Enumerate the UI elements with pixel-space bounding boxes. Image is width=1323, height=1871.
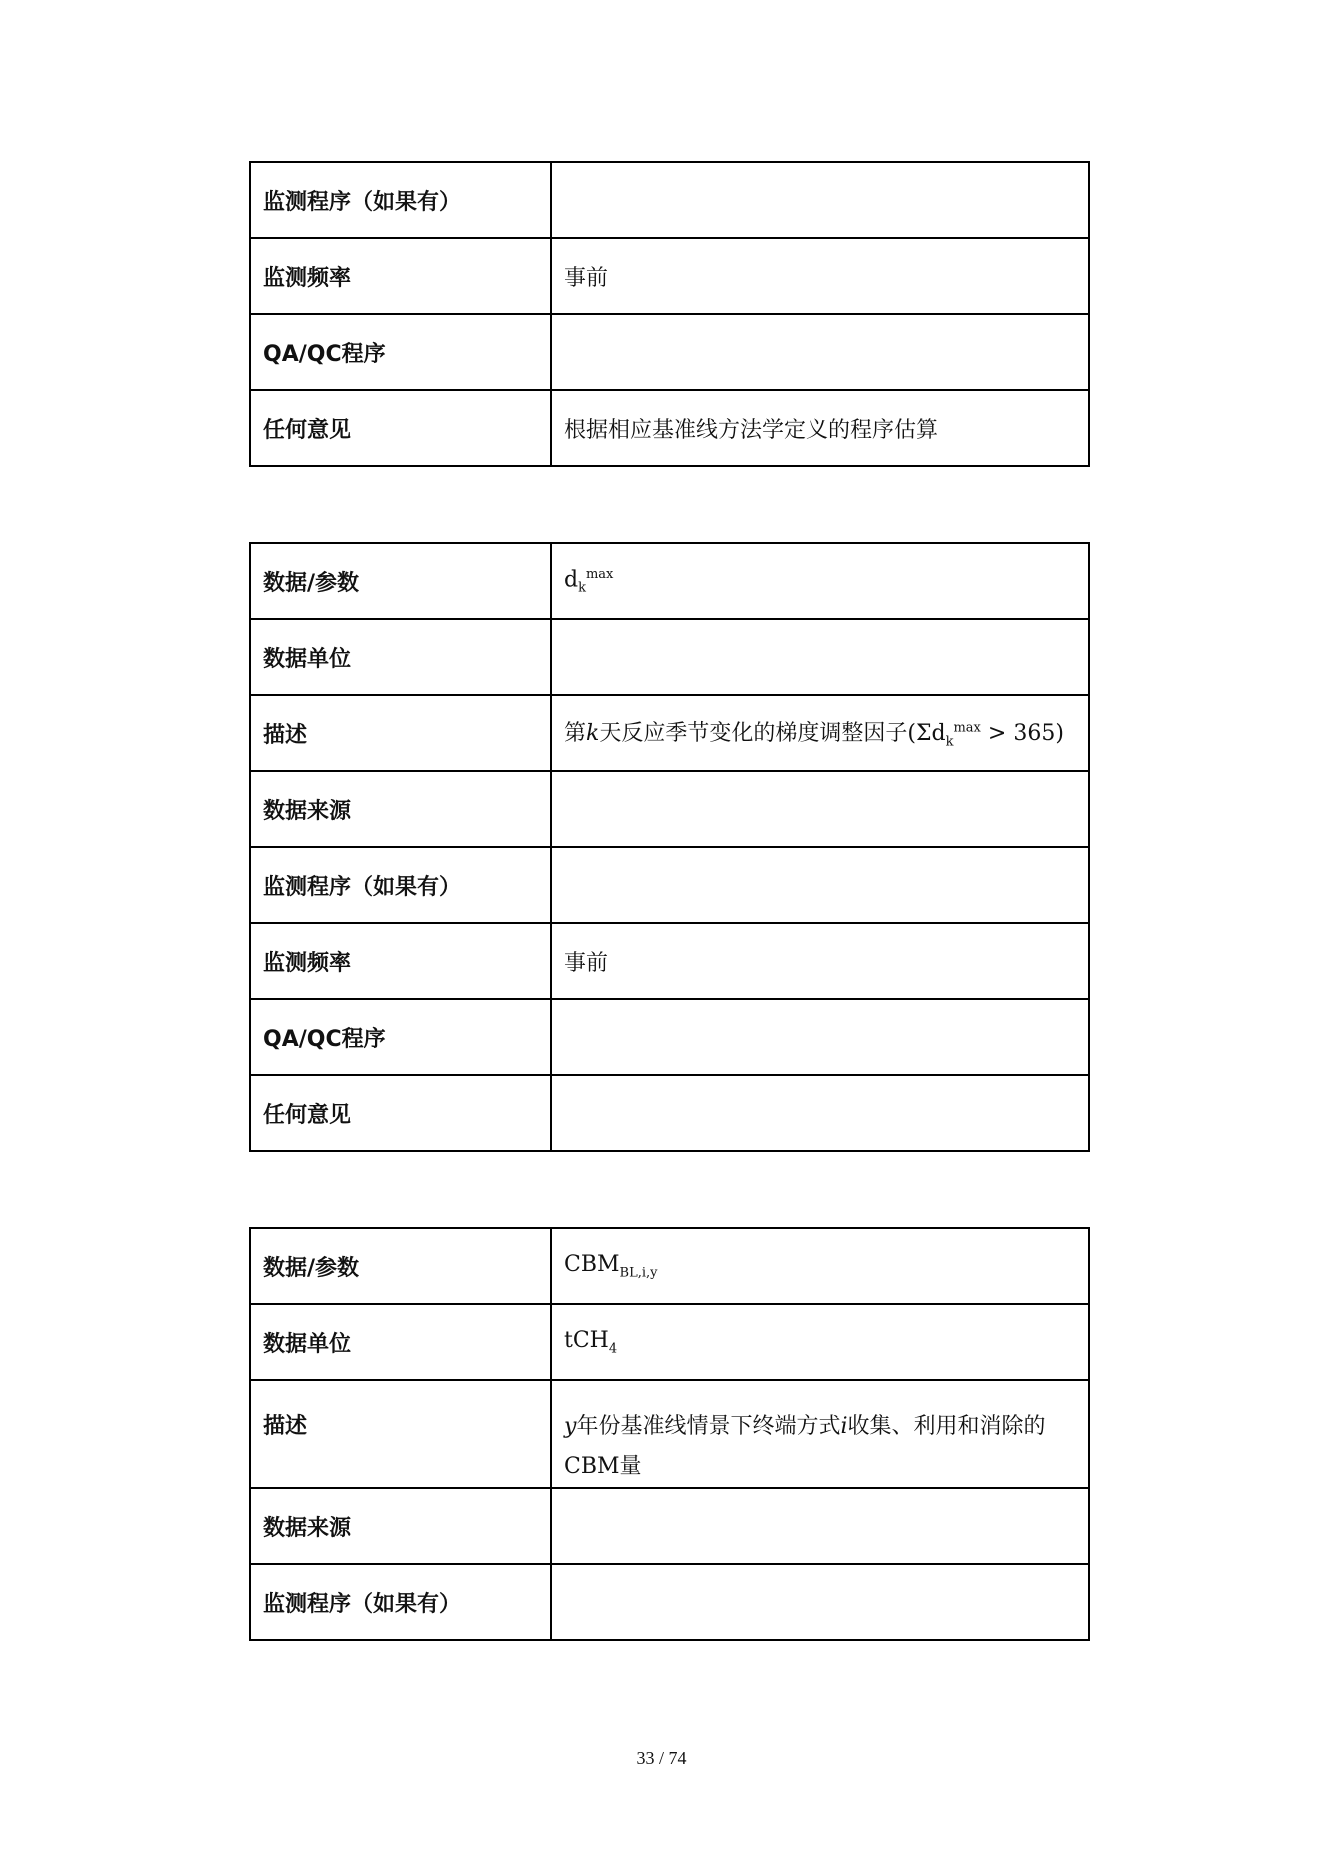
qaqc-label: QA/QC程序 bbox=[250, 999, 551, 1075]
table-row bbox=[250, 999, 1089, 1075]
parameter-table-2 bbox=[249, 542, 1090, 1152]
unit-value: tCH$_4$ bbox=[551, 1304, 1089, 1380]
frequency-label: 监测频率 bbox=[250, 923, 551, 999]
row-value bbox=[551, 162, 1089, 238]
row-value bbox=[551, 314, 1089, 390]
source-value bbox=[551, 771, 1089, 847]
table-row bbox=[250, 162, 1089, 238]
desc-label: 描述 bbox=[250, 695, 551, 771]
param-label: 数据/参数 bbox=[250, 1228, 551, 1304]
table-row bbox=[250, 1304, 1089, 1380]
parameter-table-1 bbox=[249, 161, 1090, 467]
table-row bbox=[250, 923, 1089, 999]
procedure-label: 监测程序（如果有） bbox=[250, 1564, 551, 1640]
unit-value bbox=[551, 619, 1089, 695]
table-row bbox=[250, 1488, 1089, 1564]
desc-value: 第k天反应季节变化的梯度调整因子$(\Sigma d_k^{max} > 365)$ bbox=[551, 695, 1089, 771]
parameter-table-3 bbox=[249, 1227, 1090, 1641]
row-label: 监测程序（如果有） bbox=[250, 162, 551, 238]
row-label: 监测频率 bbox=[250, 238, 551, 314]
row-label: 任何意见 bbox=[250, 390, 551, 466]
table-row bbox=[250, 619, 1089, 695]
table-row bbox=[250, 238, 1089, 314]
page-number: 33 / 74 bbox=[636, 1748, 687, 1768]
row-value: 根据相应基准线方法学定义的程序估算 bbox=[551, 390, 1089, 466]
row-label: QA/QC程序 bbox=[250, 314, 551, 390]
procedure-value bbox=[551, 1564, 1089, 1640]
table-row bbox=[250, 1228, 1089, 1304]
param-label: 数据/参数 bbox=[250, 543, 551, 619]
qaqc-value bbox=[551, 999, 1089, 1075]
table-row bbox=[250, 1075, 1089, 1151]
frequency-value: 事前 bbox=[551, 923, 1089, 999]
table-row bbox=[250, 390, 1089, 466]
source-label: 数据来源 bbox=[250, 1488, 551, 1564]
table-row bbox=[250, 847, 1089, 923]
table-row bbox=[250, 1380, 1089, 1488]
param-value: $d_k^{max}$ bbox=[551, 543, 1089, 619]
unit-label: 数据单位 bbox=[250, 1304, 551, 1380]
procedure-value bbox=[551, 847, 1089, 923]
table-row bbox=[250, 543, 1089, 619]
unit-label: 数据单位 bbox=[250, 619, 551, 695]
comment-value bbox=[551, 1075, 1089, 1151]
source-label: 数据来源 bbox=[250, 771, 551, 847]
table-row bbox=[250, 314, 1089, 390]
desc-label: 描述 bbox=[250, 1380, 551, 1488]
table-row bbox=[250, 1564, 1089, 1640]
source-value bbox=[551, 1488, 1089, 1564]
table-row bbox=[250, 695, 1089, 771]
row-value: 事前 bbox=[551, 238, 1089, 314]
param-value: $CBM_{BL,i,y}$ bbox=[551, 1228, 1089, 1304]
comment-label: 任何意见 bbox=[250, 1075, 551, 1151]
desc-value: y年份基准线情景下终端方式i收集、利用和消除的 CBM量 bbox=[551, 1380, 1089, 1488]
table-row bbox=[250, 771, 1089, 847]
procedure-label: 监测程序（如果有） bbox=[250, 847, 551, 923]
